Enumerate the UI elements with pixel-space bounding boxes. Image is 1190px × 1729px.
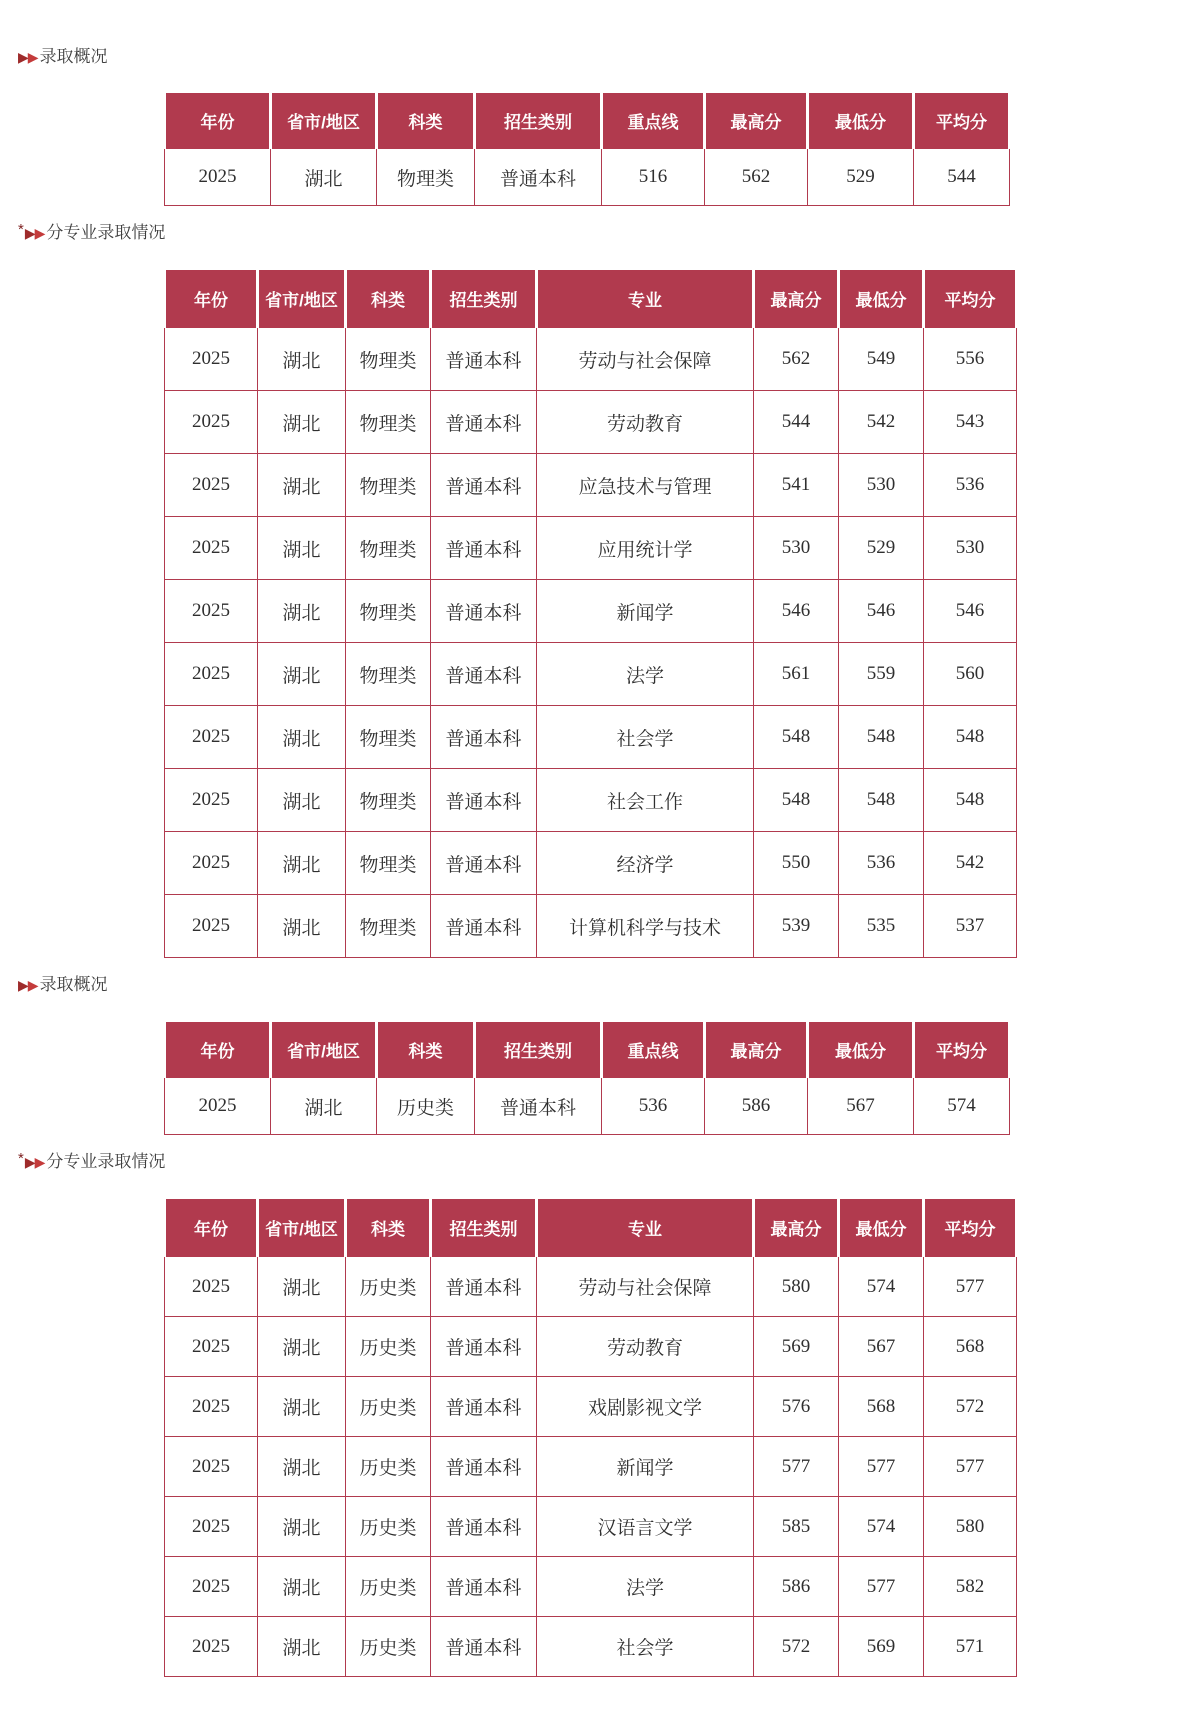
column-header: 科类 [346, 1199, 431, 1257]
table-cell: 普通本科 [431, 1317, 537, 1377]
table-cell: 530 [754, 517, 839, 580]
section-heading-label: 录取概况 [39, 975, 108, 994]
table-cell: 567 [839, 1317, 924, 1377]
column-header: 年份 [165, 1022, 271, 1078]
column-header: 年份 [165, 1199, 258, 1257]
column-header: 省市/地区 [258, 1199, 346, 1257]
table-cell: 物理类 [346, 769, 431, 832]
table-cell: 548 [924, 706, 1017, 769]
table-cell: 普通本科 [475, 149, 602, 206]
table-cell: 577 [839, 1437, 924, 1497]
table-cell: 普通本科 [431, 517, 537, 580]
table-cell: 湖北 [258, 832, 346, 895]
column-header: 科类 [377, 1022, 475, 1078]
table-cell: 2025 [165, 1317, 258, 1377]
table-cell: 普通本科 [431, 1377, 537, 1437]
table-cell: 社会学 [537, 706, 754, 769]
admission-overview-section [0, 974, 1190, 1135]
column-header: 招生类别 [431, 1199, 537, 1257]
table-cell: 544 [754, 391, 839, 454]
table-cell: 应急技术与管理 [537, 454, 754, 517]
table-cell: 546 [754, 580, 839, 643]
table-cell: 湖北 [258, 1257, 346, 1317]
table-cell: 586 [754, 1557, 839, 1617]
table-cell: 548 [754, 769, 839, 832]
table-row [165, 454, 1017, 517]
table-row [165, 895, 1017, 958]
table-cell: 普通本科 [431, 1557, 537, 1617]
table-cell: 536 [602, 1078, 705, 1135]
table-cell: 湖北 [271, 1078, 377, 1135]
table-row [165, 706, 1017, 769]
column-header: 平均分 [914, 93, 1010, 149]
table-cell: 劳动与社会保障 [537, 328, 754, 391]
table-cell: 湖北 [258, 517, 346, 580]
column-header: 省市/地区 [271, 1022, 377, 1078]
admission-overview-table [163, 93, 1011, 206]
table-cell: 562 [754, 328, 839, 391]
table-cell: 577 [839, 1557, 924, 1617]
table-cell: 544 [914, 149, 1010, 206]
table-row [165, 1497, 1017, 1557]
table-cell: 2025 [165, 580, 258, 643]
table-cell: 530 [839, 454, 924, 517]
table-cell: 湖北 [258, 769, 346, 832]
section-heading [18, 1151, 1190, 1173]
table-cell: 2025 [165, 895, 258, 958]
table-cell: 历史类 [377, 1078, 475, 1135]
asterisk-marker: * [18, 220, 24, 238]
table-cell: 2025 [165, 1257, 258, 1317]
column-header: 最低分 [839, 1199, 924, 1257]
table-cell: 574 [839, 1497, 924, 1557]
table-cell: 548 [924, 769, 1017, 832]
table-cell: 劳动教育 [537, 391, 754, 454]
table-cell: 548 [839, 769, 924, 832]
table-cell: 法学 [537, 1557, 754, 1617]
table-row [165, 1078, 1010, 1135]
table-cell: 585 [754, 1497, 839, 1557]
table-cell: 应用统计学 [537, 517, 754, 580]
table-header-row [165, 93, 1010, 149]
triangle-icon: ▶ [24, 1154, 35, 1170]
table-cell: 湖北 [258, 1497, 346, 1557]
table-cell: 普通本科 [431, 391, 537, 454]
table-cell: 法学 [537, 643, 754, 706]
table-cell: 560 [924, 643, 1017, 706]
table-cell: 536 [839, 832, 924, 895]
table-cell: 568 [839, 1377, 924, 1437]
table-cell: 577 [754, 1437, 839, 1497]
table-cell: 湖北 [258, 580, 346, 643]
triangle-icon: ▶ [27, 49, 38, 65]
table-cell: 普通本科 [431, 1617, 537, 1677]
major-scores-section [0, 222, 1190, 958]
section-heading [18, 974, 1190, 996]
table-cell: 536 [924, 454, 1017, 517]
major-scores-table [163, 1199, 1018, 1677]
table-cell: 2025 [165, 1437, 258, 1497]
table-cell: 543 [924, 391, 1017, 454]
column-header: 最低分 [808, 93, 914, 149]
table-cell: 577 [924, 1257, 1017, 1317]
table-header-row [165, 270, 1017, 328]
table-cell: 湖北 [258, 643, 346, 706]
column-header: 平均分 [914, 1022, 1010, 1078]
table-cell: 546 [924, 580, 1017, 643]
table-cell: 普通本科 [431, 1437, 537, 1497]
table-cell: 577 [924, 1437, 1017, 1497]
column-header: 平均分 [924, 270, 1017, 328]
table-cell: 物理类 [346, 328, 431, 391]
section-heading [18, 222, 1190, 244]
table-row [165, 1377, 1017, 1437]
table-cell: 2025 [165, 517, 258, 580]
table-cell: 2025 [165, 643, 258, 706]
section-heading-label: 录取概况 [39, 47, 108, 66]
table-cell: 561 [754, 643, 839, 706]
table-cell: 2025 [165, 1617, 258, 1677]
table-row [165, 1257, 1017, 1317]
table-row [165, 769, 1017, 832]
table-row [165, 517, 1017, 580]
column-header: 招生类别 [475, 1022, 602, 1078]
column-header: 最低分 [808, 1022, 914, 1078]
triangle-icon: ▶ [18, 49, 28, 65]
table-cell: 历史类 [346, 1317, 431, 1377]
table-cell: 物理类 [377, 149, 475, 206]
table-row [165, 1557, 1017, 1617]
table-cell: 经济学 [537, 832, 754, 895]
major-scores-section [0, 1151, 1190, 1677]
table-cell: 物理类 [346, 643, 431, 706]
table-cell: 2025 [165, 1497, 258, 1557]
table-cell: 529 [839, 517, 924, 580]
table-cell: 戏剧影视文学 [537, 1377, 754, 1437]
table-cell: 2025 [165, 149, 271, 206]
table-cell: 新闻学 [537, 580, 754, 643]
column-header: 省市/地区 [258, 270, 346, 328]
table-cell: 569 [754, 1317, 839, 1377]
table-cell: 530 [924, 517, 1017, 580]
table-cell: 541 [754, 454, 839, 517]
column-header: 科类 [346, 270, 431, 328]
table-header-row [165, 1022, 1010, 1078]
table-cell: 湖北 [258, 895, 346, 958]
table-cell: 516 [602, 149, 705, 206]
table-cell: 社会工作 [537, 769, 754, 832]
table-row [165, 580, 1017, 643]
table-row [165, 1437, 1017, 1497]
table-cell: 历史类 [346, 1497, 431, 1557]
table-row [165, 328, 1017, 391]
table-cell: 物理类 [346, 706, 431, 769]
table-cell: 586 [705, 1078, 808, 1135]
column-header: 最低分 [839, 270, 924, 328]
table-cell: 普通本科 [431, 832, 537, 895]
table-cell: 562 [705, 149, 808, 206]
table-cell: 湖北 [258, 1377, 346, 1437]
table-cell: 572 [924, 1377, 1017, 1437]
table-cell: 历史类 [346, 1557, 431, 1617]
table-cell: 548 [839, 706, 924, 769]
table-cell: 542 [839, 391, 924, 454]
column-header: 专业 [537, 270, 754, 328]
table-cell: 2025 [165, 706, 258, 769]
table-cell: 历史类 [346, 1437, 431, 1497]
table-cell: 539 [754, 895, 839, 958]
table-cell: 物理类 [346, 580, 431, 643]
column-header: 最高分 [705, 93, 808, 149]
table-cell: 2025 [165, 1557, 258, 1617]
table-cell: 普通本科 [431, 895, 537, 958]
triangle-icon: ▶ [27, 977, 38, 993]
table-cell: 580 [924, 1497, 1017, 1557]
table-cell: 湖北 [271, 149, 377, 206]
column-header: 最高分 [754, 1199, 839, 1257]
table-cell: 物理类 [346, 517, 431, 580]
table-row [165, 1317, 1017, 1377]
column-header: 最高分 [754, 270, 839, 328]
table-cell: 普通本科 [431, 580, 537, 643]
table-cell: 571 [924, 1617, 1017, 1677]
table-cell: 582 [924, 1557, 1017, 1617]
column-header: 最高分 [705, 1022, 808, 1078]
table-cell: 物理类 [346, 895, 431, 958]
table-cell: 湖北 [258, 1317, 346, 1377]
table-cell: 普通本科 [431, 643, 537, 706]
table-cell: 568 [924, 1317, 1017, 1377]
triangle-icon: ▶ [34, 1154, 45, 1170]
table-cell: 物理类 [346, 391, 431, 454]
table-row [165, 149, 1010, 206]
triangle-icon: ▶ [24, 225, 35, 241]
table-cell: 2025 [165, 1377, 258, 1437]
table-cell: 物理类 [346, 832, 431, 895]
section-heading-label: 分专业录取情况 [46, 1152, 166, 1171]
column-header: 招生类别 [475, 93, 602, 149]
table-cell: 汉语言文学 [537, 1497, 754, 1557]
table-cell: 2025 [165, 1078, 271, 1135]
table-cell: 549 [839, 328, 924, 391]
column-header: 省市/地区 [271, 93, 377, 149]
table-cell: 湖北 [258, 1437, 346, 1497]
triangle-icon: ▶ [18, 977, 28, 993]
table-cell: 新闻学 [537, 1437, 754, 1497]
table-row [165, 1617, 1017, 1677]
table-header-row [165, 1199, 1017, 1257]
table-cell: 548 [754, 706, 839, 769]
table-cell: 559 [839, 643, 924, 706]
column-header: 招生类别 [431, 270, 537, 328]
table-cell: 普通本科 [431, 454, 537, 517]
table-cell: 湖北 [258, 391, 346, 454]
section-heading [18, 46, 1190, 68]
table-row [165, 643, 1017, 706]
section-heading-label: 分专业录取情况 [46, 223, 166, 242]
asterisk-marker: * [18, 1149, 24, 1167]
table-cell: 580 [754, 1257, 839, 1317]
table-cell: 2025 [165, 328, 258, 391]
table-cell: 2025 [165, 832, 258, 895]
column-header: 科类 [377, 93, 475, 149]
table-cell: 普通本科 [431, 769, 537, 832]
table-cell: 历史类 [346, 1257, 431, 1317]
table-cell: 物理类 [346, 454, 431, 517]
major-scores-table [163, 270, 1018, 958]
column-header: 年份 [165, 93, 271, 149]
table-row [165, 391, 1017, 454]
table-cell: 2025 [165, 769, 258, 832]
table-cell: 普通本科 [431, 1257, 537, 1317]
table-cell: 湖北 [258, 1617, 346, 1677]
table-cell: 湖北 [258, 454, 346, 517]
table-cell: 普通本科 [431, 328, 537, 391]
table-cell: 劳动教育 [537, 1317, 754, 1377]
table-cell: 计算机科学与技术 [537, 895, 754, 958]
table-cell: 537 [924, 895, 1017, 958]
triangle-icon: ▶ [34, 225, 45, 241]
table-cell: 542 [924, 832, 1017, 895]
table-cell: 历史类 [346, 1377, 431, 1437]
table-cell: 569 [839, 1617, 924, 1677]
table-row [165, 832, 1017, 895]
column-header: 重点线 [602, 1022, 705, 1078]
table-cell: 576 [754, 1377, 839, 1437]
table-cell: 529 [808, 149, 914, 206]
column-header: 重点线 [602, 93, 705, 149]
admission-overview-table [163, 1022, 1011, 1135]
column-header: 平均分 [924, 1199, 1017, 1257]
table-cell: 556 [924, 328, 1017, 391]
table-cell: 535 [839, 895, 924, 958]
table-cell: 546 [839, 580, 924, 643]
table-cell: 湖北 [258, 328, 346, 391]
table-cell: 550 [754, 832, 839, 895]
table-cell: 历史类 [346, 1617, 431, 1677]
table-cell: 574 [914, 1078, 1010, 1135]
admission-overview-section [0, 46, 1190, 206]
column-header: 专业 [537, 1199, 754, 1257]
table-cell: 劳动与社会保障 [537, 1257, 754, 1317]
table-cell: 2025 [165, 454, 258, 517]
table-cell: 湖北 [258, 1557, 346, 1617]
table-cell: 社会学 [537, 1617, 754, 1677]
table-cell: 普通本科 [475, 1078, 602, 1135]
column-header: 年份 [165, 270, 258, 328]
table-cell: 普通本科 [431, 1497, 537, 1557]
table-cell: 572 [754, 1617, 839, 1677]
table-cell: 湖北 [258, 706, 346, 769]
table-cell: 2025 [165, 391, 258, 454]
table-cell: 普通本科 [431, 706, 537, 769]
table-cell: 567 [808, 1078, 914, 1135]
table-cell: 574 [839, 1257, 924, 1317]
